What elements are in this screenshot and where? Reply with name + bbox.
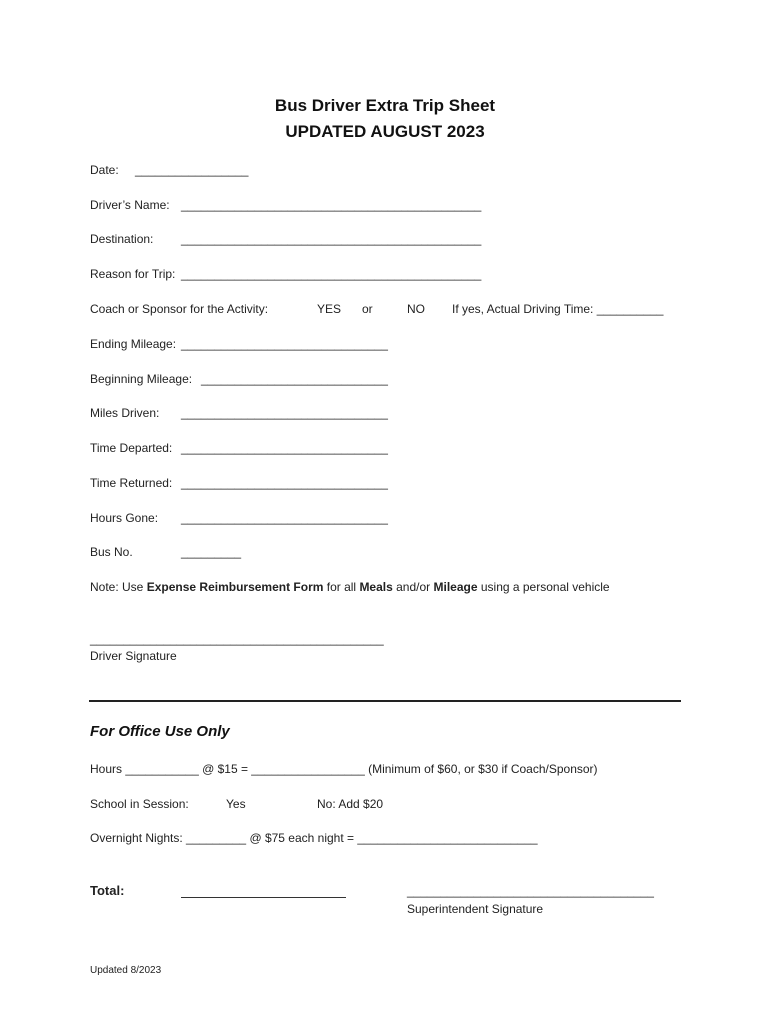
- footer-updated: Updated 8/2023: [90, 965, 162, 976]
- beginning-mileage-field[interactable]: ____________________________: [201, 372, 388, 386]
- note-form-name: Expense Reimbursement Form: [146, 580, 324, 594]
- bus-no-field[interactable]: _________: [181, 545, 242, 559]
- superintendent-signature-field[interactable]: _____________________________________: [407, 884, 654, 898]
- school-session-no-option[interactable]: No: Add $20: [317, 797, 384, 811]
- document-subtitle: UPDATED AUGUST 2023: [285, 122, 485, 141]
- note-prefix: Note: Use: [90, 580, 147, 594]
- drivers-name-field[interactable]: _____________________________________________: [181, 198, 482, 212]
- miles-driven-label: Miles Driven:: [90, 406, 160, 420]
- time-departed-label: Time Departed:: [90, 441, 173, 455]
- hours-gone-field[interactable]: _______________________________: [181, 511, 388, 525]
- ending-mileage-label: Ending Mileage:: [90, 337, 177, 351]
- office-use-heading: For Office Use Only: [90, 723, 230, 740]
- beginning-mileage-label: Beginning Mileage:: [90, 372, 193, 386]
- document-title: Bus Driver Extra Trip Sheet: [274, 96, 496, 115]
- time-returned-field[interactable]: _______________________________: [181, 476, 388, 490]
- superintendent-signature-label: Superintendent Signature: [407, 902, 544, 916]
- note-suffix: using a personal vehicle: [477, 580, 610, 594]
- note-meals: Meals: [359, 580, 393, 594]
- section-divider: [89, 700, 681, 702]
- hours-rate-field[interactable]: Hours ___________ @ $15 = _________________ (Minimum of $60, or $30 if Coach/Sponsor): [90, 762, 598, 776]
- miles-driven-field[interactable]: _______________________________: [181, 406, 388, 420]
- driver-signature-field[interactable]: ____________________________________________: [90, 632, 384, 646]
- total-label: Total:: [90, 883, 125, 898]
- total-blank-text: [181, 884, 335, 898]
- date-label: Date:: [90, 163, 119, 177]
- date-field[interactable]: _________________: [135, 163, 249, 177]
- overnight-nights-field[interactable]: Overnight Nights: _________ @ $75 each night = ___________________________: [90, 831, 538, 845]
- drivers-name-label: Driver’s Name:: [90, 198, 170, 212]
- reason-field[interactable]: _____________________________________________: [181, 267, 482, 281]
- hours-gone-label: Hours Gone:: [90, 511, 159, 525]
- note-mileage: Mileage: [433, 580, 478, 594]
- destination-label: Destination:: [90, 232, 154, 246]
- note-mid2: and/or: [392, 580, 434, 594]
- driver-signature-label: Driver Signature: [90, 649, 177, 663]
- destination-field[interactable]: _____________________________________________: [181, 232, 482, 246]
- actual-driving-time-field[interactable]: If yes, Actual Driving Time: __________: [452, 302, 664, 316]
- time-returned-label: Time Returned:: [90, 476, 173, 490]
- coach-sponsor-label: Coach or Sponsor for the Activity:: [90, 302, 269, 316]
- bus-no-label: Bus No.: [90, 545, 133, 559]
- coach-yes-option[interactable]: YES: [317, 302, 342, 316]
- ending-mileage-field[interactable]: _______________________________: [181, 337, 388, 351]
- note-mid1: for all: [323, 580, 360, 594]
- school-in-session-label: School in Session:: [90, 797, 189, 811]
- coach-or-text: or: [362, 302, 373, 316]
- note-line: [90, 580, 610, 594]
- school-session-yes-option[interactable]: Yes: [226, 797, 246, 811]
- coach-no-option[interactable]: NO: [407, 302, 425, 316]
- time-departed-field[interactable]: _______________________________: [181, 441, 388, 455]
- reason-label: Reason for Trip:: [90, 267, 176, 281]
